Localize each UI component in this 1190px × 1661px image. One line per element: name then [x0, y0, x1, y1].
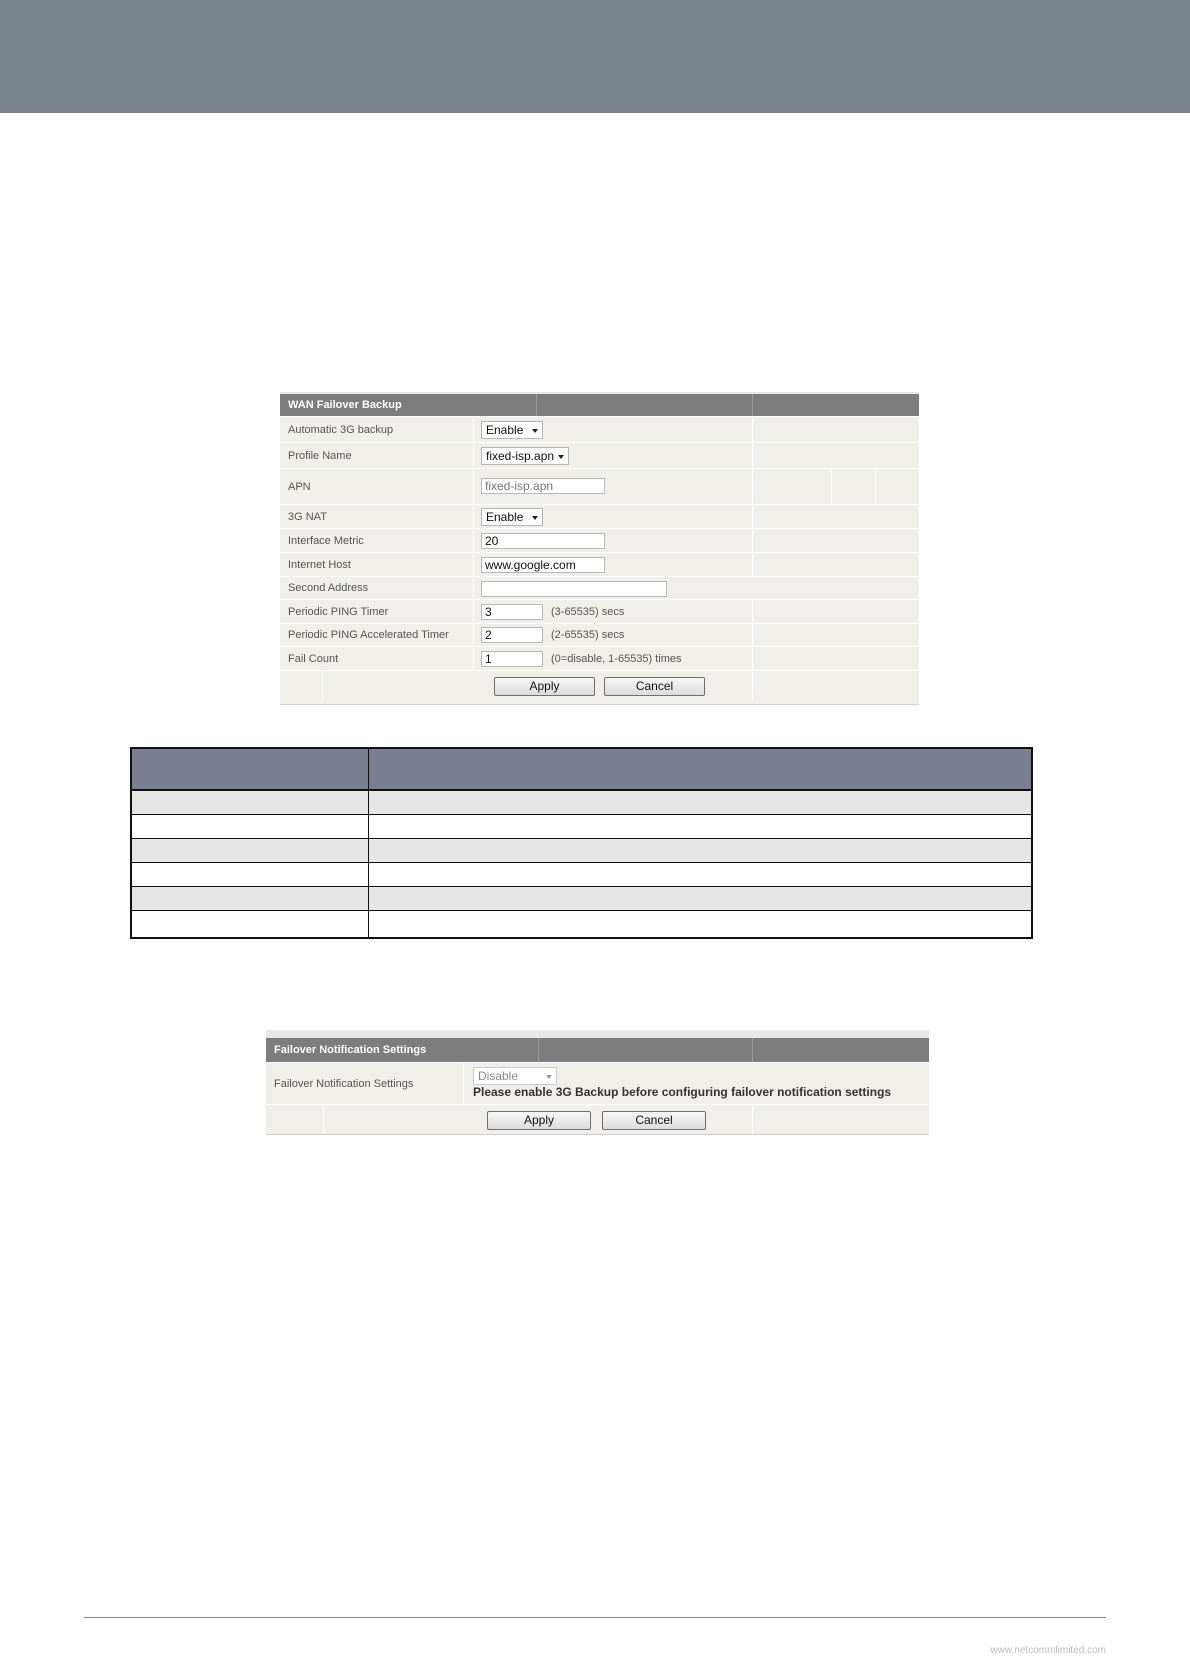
profile-name-select[interactable]: fixed-isp.apn	[481, 447, 569, 465]
table-row	[132, 887, 1031, 911]
row-wan-actions	[280, 670, 919, 700]
periodic-ping-accelerated-timer-label: Periodic PING Accelerated Timer	[288, 629, 449, 641]
automatic-3g-backup-label: Automatic 3G backup	[288, 423, 394, 436]
periodic-ping-timer-label: Periodic PING Timer	[288, 605, 389, 618]
cancel-button[interactable]: Cancel	[602, 1111, 706, 1130]
second-address-label: Second Address	[288, 582, 369, 594]
profile-name-label: Profile Name	[288, 449, 352, 462]
row-failover-notification	[266, 1062, 929, 1104]
failover-notification-title: Failover Notification Settings	[274, 1044, 427, 1056]
apn-field[interactable]: fixed-isp.apn	[481, 478, 605, 494]
internet-host-label: Internet Host	[288, 558, 351, 571]
failover-notification-warning: Please enable 3G Backup before configuring failover notification settings	[473, 1085, 892, 1099]
chevron-down-icon	[532, 429, 538, 433]
row-internet-host	[280, 552, 919, 576]
table-row	[132, 815, 1031, 839]
3g-nat-label: 3G NAT	[288, 510, 327, 523]
row-second-address	[280, 576, 919, 599]
3g-nat-select[interactable]: Enable	[481, 508, 543, 526]
top-banner	[0, 0, 1190, 113]
apply-button[interactable]: Apply	[494, 677, 595, 696]
table-row	[132, 911, 1031, 935]
settings-reference-table	[130, 747, 1033, 939]
row-periodic-ping-accelerated-timer	[280, 623, 919, 646]
table-row	[132, 839, 1031, 863]
periodic-ping-accelerated-timer-hint: (2-65535) secs	[551, 629, 625, 641]
internet-host-field[interactable]: www.google.com	[481, 557, 605, 573]
row-periodic-ping-timer	[280, 599, 919, 623]
fail-count-field[interactable]: 1	[481, 651, 543, 667]
row-profile-name	[280, 442, 919, 468]
wan-failover-panel	[280, 392, 919, 705]
periodic-ping-accelerated-timer-field[interactable]: 2	[481, 627, 543, 643]
cancel-button[interactable]: Cancel	[604, 677, 705, 696]
row-apn	[280, 468, 919, 504]
row-fail-count	[280, 646, 919, 670]
footer-url: www.netcommlimited.com	[990, 1645, 1106, 1656]
failover-notification-panel	[266, 1030, 929, 1135]
interface-metric-label: Interface Metric	[288, 534, 364, 547]
footer-divider	[84, 1617, 1106, 1618]
table-row	[132, 791, 1031, 815]
automatic-3g-backup-select[interactable]: Enable	[481, 421, 543, 439]
apn-label: APN	[288, 480, 311, 493]
fail-count-label: Fail Count	[288, 652, 339, 665]
periodic-ping-timer-hint: (3-65535) secs	[551, 605, 625, 618]
table-header	[132, 749, 1031, 791]
row-interface-metric	[280, 528, 919, 552]
failover-notification-header	[266, 1030, 929, 1062]
second-address-field[interactable]	[481, 581, 667, 597]
failover-notification-select[interactable]: Disable	[473, 1067, 557, 1085]
apply-button[interactable]: Apply	[487, 1111, 591, 1130]
interface-metric-field[interactable]: 20	[481, 533, 605, 549]
periodic-ping-timer-field[interactable]: 3	[481, 604, 543, 620]
chevron-down-icon	[546, 1075, 552, 1079]
wan-failover-title: WAN Failover Backup	[288, 399, 402, 411]
fail-count-hint: (0=disable, 1-65535) times	[551, 652, 682, 665]
row-automatic-3g-backup	[280, 416, 919, 442]
table-row	[132, 863, 1031, 887]
row-notification-actions	[266, 1104, 929, 1134]
table-column-divider	[368, 749, 369, 937]
chevron-down-icon	[558, 455, 564, 459]
chevron-down-icon	[532, 516, 538, 520]
row-3g-nat	[280, 504, 919, 528]
failover-notification-label: Failover Notification Settings	[274, 1077, 414, 1090]
wan-failover-header	[280, 392, 919, 416]
